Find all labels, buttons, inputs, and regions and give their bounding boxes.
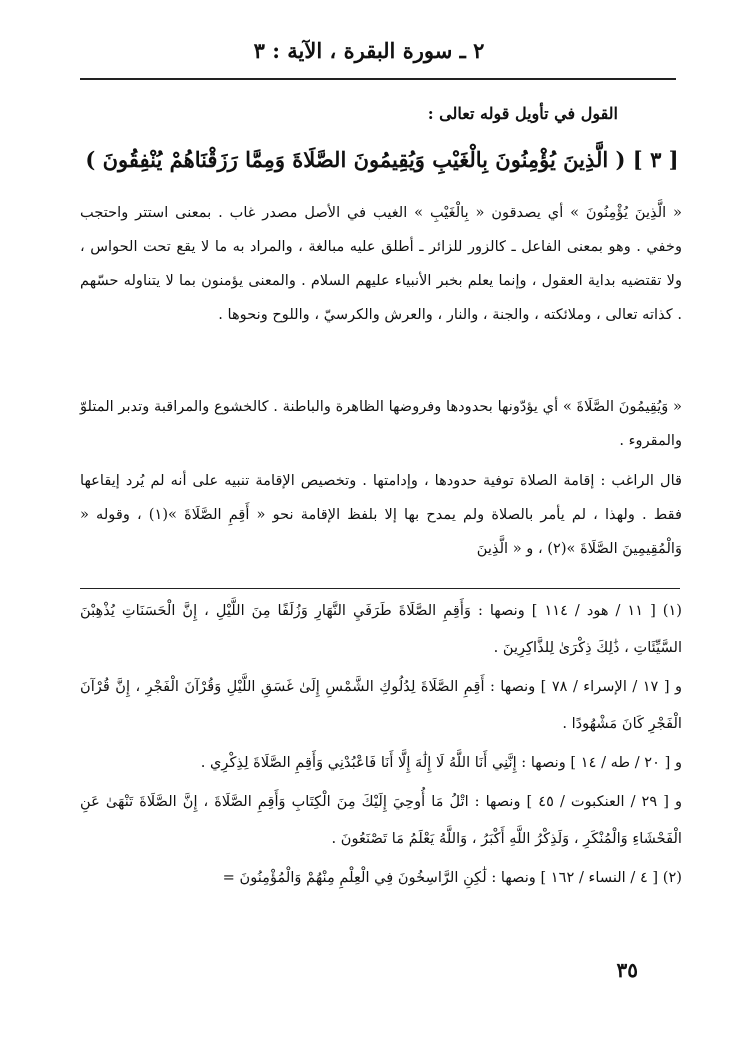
footnote-ankabut: و [ ٢٩ / العنكبوت / ٤٥ ] ونصها : اتْلُ مَا أُوحِيَ إِلَيْكَ مِنَ الْكِتَابِ وَأَقِمِ الصَّلَاةَ ، إِنَّ الصَّلَاةَ تَنْهَىٰ عَنِ الْفَحْشَاءِ وَالْمُنْكَرِ ، وَلَذِكْرُ اللَّهِ أَكْبَرُ ، وَاللَّهُ يَعْلَمُ مَا تَصْنَعُونَ . xyxy=(80,793,682,847)
footnote-hud: (١) [ ١١ / هود / ١١٤ ] ونصها : وَأَقِمِ الصَّلَاةَ طَرَفَيِ النَّهَارِ وَزُلَفًا مِنَ اللَّيْلِ ، إِنَّ الْحَسَنَاتِ يُذْهِبْنَ السَّيِّئَاتِ ، ذَٰلِكَ ذِكْرَىٰ لِلذَّاكِرِينَ . xyxy=(80,602,682,656)
footnote-taha: و [ ٢٠ / طه / ١٤ ] ونصها : إِنَّنِي أَنَا اللَّهُ لَا إِلَٰهَ إِلَّا أَنَا فَاعْبُدْنِي وَأَقِمِ الصَّلَاةَ لِذِكْرِي . xyxy=(200,754,682,771)
section-heading: القول في تأويل قوله تعالى : xyxy=(427,104,618,123)
quran-verse: [ ٣ ] ( الَّذِينَ يُؤْمِنُونَ بِالْغَيْبِ وَيُقِيمُونَ الصَّلَاةَ وَمِمَّا رَزَقْنَاهُمْ يُنْفِقُونَ ) xyxy=(85,147,679,172)
footnotes xyxy=(80,592,682,896)
footnote-nisa: (٢) [ ٤ / النساء / ١٦٢ ] ونصها : لَٰكِنِ الرَّاسِخُونَ فِي الْعِلْمِ مِنْهُمْ وَالْمُؤْمِنُونَ = xyxy=(222,869,682,886)
header-divider xyxy=(80,78,676,80)
footnote-divider xyxy=(80,588,680,589)
paragraph-ghayb: « الَّذِينَ يُؤْمِنُونَ » أي يصدقون « بِالْغَيْبِ » الغيب في الأصل مصدر غاب . بمعنى استتر واحتجب وخفي . وهو بمعنى الفاعل ـ كالزور للزائر ـ أطلق عليه مبالغة ، والمراد به ما لا يقع تحت الحواس ، ولا تقتضيه بداية العقول ، وإنما يعلم بخبر الأنبياء عليهم السلام . والمعنى يؤمنون بما لا يتناوله حسّهم . كذاته تعالى ، وملائكته ، والجنة ، والنار ، والعرش والكرسيّ ، واللوح ونحوها . xyxy=(80,204,682,323)
paragraph-raghib: قال الراغب : إقامة الصلاة توفية حدودها ، وإدامتها . وتخصيص الإقامة تنبيه على أنه لم يُرد إيقاعها فقط . ولهذا ، لم يأمر بالصلاة ولم يمدح بها إلا بلفظ الإقامة نحو « أَقِمِ الصَّلَاةَ »(١) ، وقوله « وَالْمُقِيمِينَ الصَّلَاةَ »(٢) ، و « الَّذِينَ xyxy=(80,472,682,557)
running-header: ٢ ـ سورة البقرة ، الآية : ٣ xyxy=(253,38,485,63)
page-number: ٣٥ xyxy=(616,958,638,982)
footnote-isra: و [ ١٧ / الإسراء / ٧٨ ] ونصها : أَقِمِ الصَّلَاةَ لِدُلُوكِ الشَّمْسِ إِلَىٰ غَسَقِ اللَّيْلِ وَقُرْآنَ الْفَجْرِ ، إِنَّ قُرْآنَ الْفَجْرِ كَانَ مَشْهُودًا . xyxy=(80,678,682,732)
paragraph-salah: « وَيُقِيمُونَ الصَّلَاةَ » أي يؤدّونها بحدودها وفروضها الظاهرة والباطنة . كالخشوع والمراقبة وتدبر المتلوّ والمقروء . xyxy=(80,398,682,449)
